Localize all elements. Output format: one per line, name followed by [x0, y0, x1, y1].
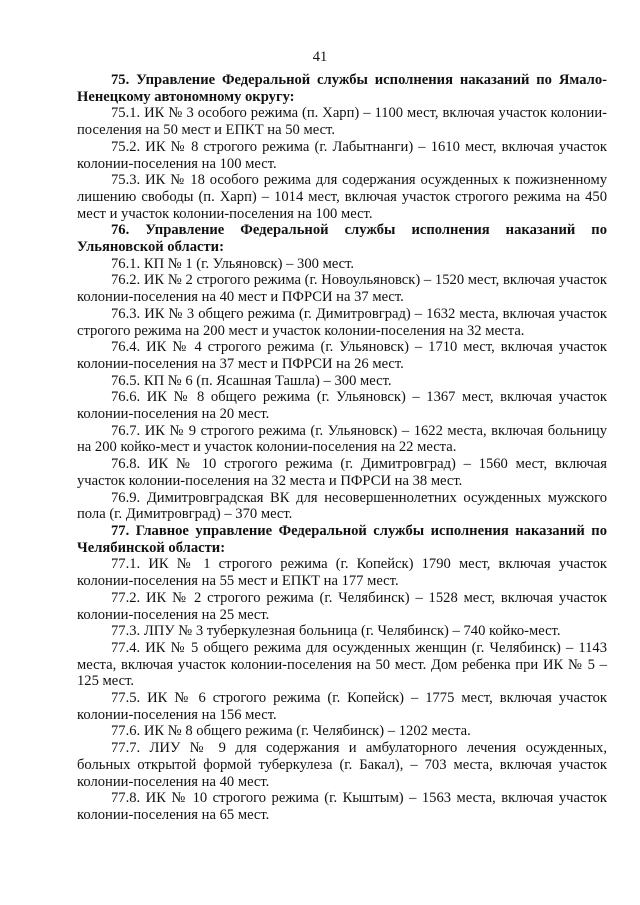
- document-body: [77, 72, 607, 824]
- list-item: 76.3. ИК № 3 общего режима (г. Димитровград) – 1632 места, включая участок строгого режима на 200 мест и участок колонии-поселения на 32 места.: [77, 305, 607, 339]
- list-item: 75.3. ИК № 18 особого режима для содержания осужденных к пожизненному лишению свободы (п. Харп) – 1014 мест, включая участок строгого режима на 450 мест и участок колонии-поселения на 100 мест.: [77, 172, 607, 222]
- list-item: 76.2. ИК № 2 строгого режима (г. Новоульяновск) – 1520 мест, включая участок колонии-поселения на 40 мест и ПФРСИ на 37 мест.: [77, 272, 607, 306]
- list-item: 77.3. ЛПУ № 3 туберкулезная больница (г. Челябинск) – 740 койко-мест.: [111, 623, 561, 640]
- list-item: 75.2. ИК № 8 строгого режима (г. Лабытнанги) – 1610 мест, включая участок колонии-поселения на 100 мест.: [77, 138, 607, 172]
- list-item: 77.8. ИК № 10 строгого режима (г. Кыштым) – 1563 места, включая участок колонии-поселения на 65 мест.: [77, 790, 607, 823]
- list-item: 76.7. ИК № 9 строгого режима (г. Ульяновск) – 1622 места, включая больницу на 200 койко-мест и участок колонии-поселения на 22 места.: [77, 422, 607, 456]
- list-item: 77.2. ИК № 2 строгого режима (г. Челябинск) – 1528 мест, включая участок колонии-поселения на 25 мест.: [77, 589, 607, 623]
- list-item: 76.1. КП № 1 (г. Ульяновск) – 300 мест.: [111, 255, 355, 272]
- section-heading: 76. Управление Федеральной службы исполнения наказаний по Ульяновской области:: [77, 222, 607, 256]
- list-item: 76.5. КП № 6 (п. Ясашная Ташла) – 300 мест.: [111, 372, 392, 389]
- list-item: 75.1. ИК № 3 особого режима (п. Харп) – 1100 мест, включая участок колонии-поселения на 50 мест и ЕПКТ на 50 мест.: [77, 105, 607, 139]
- list-item: 77.4. ИК № 5 общего режима для осужденных женщин (г. Челябинск) – 1143 места, включая участок колонии-поселения на 50 мест. Дом ребенка при ИК № 5 – 125 мест.: [77, 639, 607, 690]
- page-number: 41: [312, 49, 328, 65]
- list-item: 76.4. ИК № 4 строгого режима (г. Ульяновск) – 1710 мест, включая участок колонии-поселения на 37 мест и ПФРСИ на 26 мест.: [77, 339, 607, 372]
- list-item: 76.8. ИК № 10 строгого режима (г. Димитровград) – 1560 мест, включая участок колонии-поселения на 32 места и ПФРСИ на 38 мест.: [77, 456, 607, 489]
- list-item: 77.5. ИК № 6 строгого режима (г. Копейск) – 1775 мест, включая участок колонии-поселения на 156 мест.: [77, 690, 607, 723]
- list-item: 76.9. Димитровградская ВК для несовершеннолетних осужденных мужского пола (г. Димитровград) – 370 мест.: [77, 489, 607, 523]
- list-item: 77.7. ЛИУ № 9 для содержания и амбулаторного лечения осужденных, больных открытой формой туберкулеза (г. Бакал), – 703 места, включая участок колонии-поселения на 40 мест.: [77, 740, 607, 790]
- list-item: 77.1. ИК № 1 строгого режима (г. Копейск) 1790 мест, включая участок колонии-поселения на 55 мест и ЕПКТ на 177 мест.: [77, 556, 607, 590]
- section-heading: 77. Главное управление Федеральной службы исполнения наказаний по Челябинской области:: [77, 522, 607, 556]
- section-heading: 75. Управление Федеральной службы исполнения наказаний по Ямало-Ненецкому автономному округу:: [77, 72, 607, 105]
- list-item: 77.6. ИК № 8 общего режима (г. Челябинск) – 1202 места.: [111, 723, 471, 740]
- list-item: 76.6. ИК № 8 общего режима (г. Ульяновск) – 1367 мест, включая участок колонии-поселения на 20 мест.: [77, 389, 607, 423]
